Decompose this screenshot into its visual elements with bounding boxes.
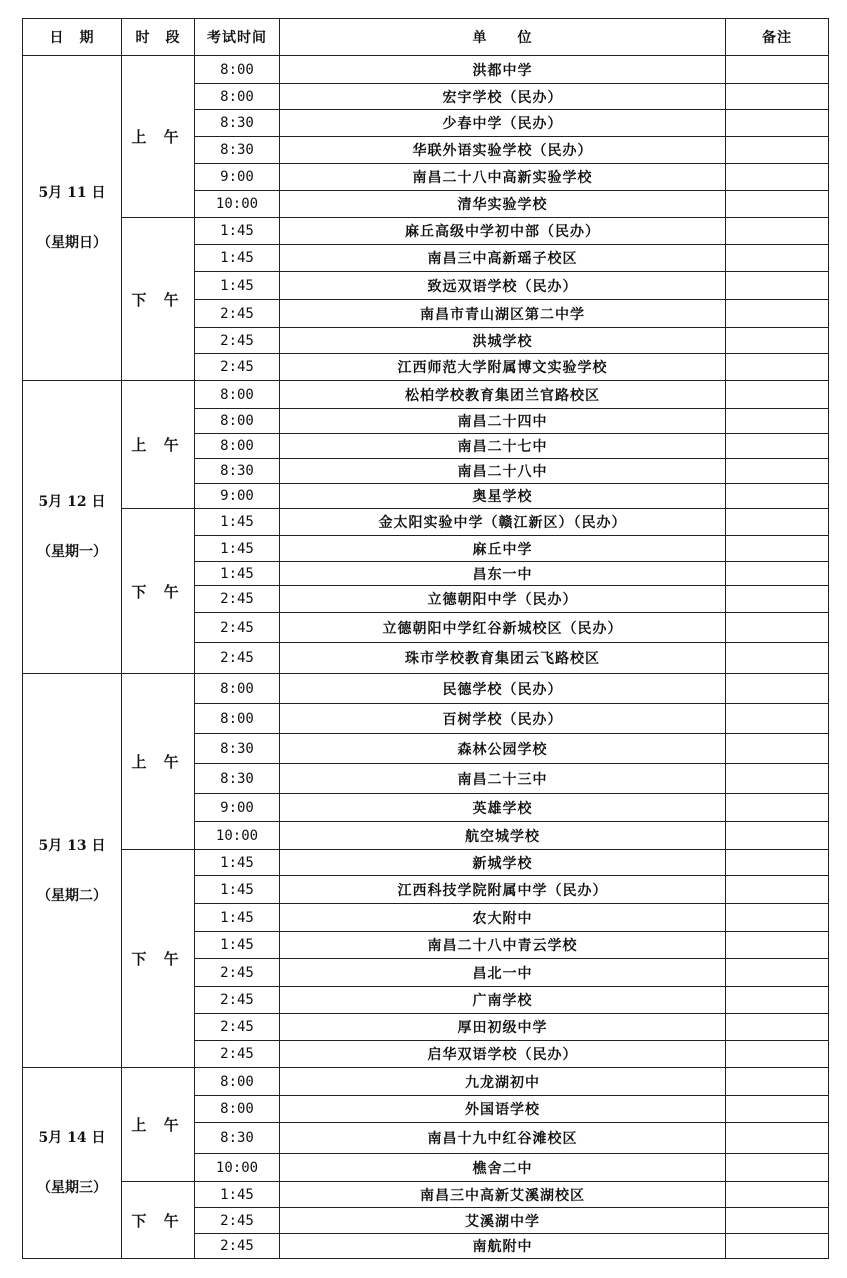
remark-cell xyxy=(726,409,829,434)
date-label: 5月 12 日 xyxy=(38,494,106,510)
exam-time-cell: 8:00 xyxy=(195,704,280,734)
remark-cell xyxy=(726,764,829,794)
exam-time-cell: 8:00 xyxy=(195,1096,280,1123)
exam-time-cell: 2:45 xyxy=(195,1014,280,1041)
unit-cell: 少春中学（民办） xyxy=(280,110,726,137)
remark-cell xyxy=(726,932,829,959)
unit-cell: 麻丘中学 xyxy=(280,536,726,562)
unit-cell: 南昌二十七中 xyxy=(280,434,726,459)
exam-time-cell: 8:30 xyxy=(195,764,280,794)
remark-cell xyxy=(726,536,829,562)
unit-cell: 麻丘高级中学初中部（民办） xyxy=(280,218,726,245)
remark-cell xyxy=(726,354,829,381)
remark-cell xyxy=(726,1123,829,1154)
schedule-body xyxy=(23,56,829,1259)
period-cell: 上 午 xyxy=(122,674,195,850)
exam-time-cell: 1:45 xyxy=(195,509,280,536)
remark-cell xyxy=(726,300,829,328)
unit-cell: 南昌二十八中 xyxy=(280,459,726,484)
unit-cell: 启华双语学校（民办） xyxy=(280,1041,726,1068)
remark-cell xyxy=(726,459,829,484)
unit-cell: 南昌二十八中高新实验学校 xyxy=(280,164,726,191)
period-cell: 下 午 xyxy=(122,509,195,674)
weekday-label: （星期二） xyxy=(37,887,107,904)
exam-time-cell: 8:30 xyxy=(195,137,280,164)
exam-time-cell: 2:45 xyxy=(195,987,280,1014)
header-period: 时 段 xyxy=(122,19,195,56)
period-cell: 上 午 xyxy=(122,56,195,218)
weekday-label: （星期日） xyxy=(37,235,107,251)
unit-cell: 洪城学校 xyxy=(280,328,726,354)
exam-time-cell: 1:45 xyxy=(195,876,280,904)
remark-cell xyxy=(726,904,829,932)
unit-cell: 昌东一中 xyxy=(280,562,726,586)
remark-cell xyxy=(726,110,829,137)
exam-time-cell: 2:45 xyxy=(195,328,280,354)
remark-cell xyxy=(726,1154,829,1182)
exam-time-cell: 1:45 xyxy=(195,218,280,245)
remark-cell xyxy=(726,381,829,409)
exam-time-cell: 1:45 xyxy=(195,536,280,562)
unit-cell: 艾溪湖中学 xyxy=(280,1208,726,1234)
remark-cell xyxy=(726,876,829,904)
header-date: 日 期 xyxy=(23,19,122,56)
period-cell: 下 午 xyxy=(122,218,195,381)
exam-time-cell: 1:45 xyxy=(195,562,280,586)
weekday-label: （星期三） xyxy=(37,1180,107,1196)
remark-cell xyxy=(726,562,829,586)
exam-time-cell: 8:30 xyxy=(195,459,280,484)
exam-time-cell: 2:45 xyxy=(195,1208,280,1234)
header-unit: 单 位 xyxy=(280,19,726,56)
date-cell xyxy=(23,1068,122,1259)
exam-time-cell: 8:00 xyxy=(195,381,280,409)
unit-cell: 航空城学校 xyxy=(280,822,726,850)
unit-cell: 华联外语实验学校（民办） xyxy=(280,137,726,164)
period-cell: 上 午 xyxy=(122,381,195,509)
unit-cell: 新城学校 xyxy=(280,850,726,876)
table-row xyxy=(23,56,829,84)
date-label: 5月 11 日 xyxy=(38,185,106,201)
exam-time-cell: 1:45 xyxy=(195,850,280,876)
table-row xyxy=(23,850,829,876)
exam-time-cell: 2:45 xyxy=(195,300,280,328)
table-row xyxy=(23,674,829,704)
remark-cell xyxy=(726,191,829,218)
remark-cell xyxy=(726,613,829,643)
exam-time-cell: 10:00 xyxy=(195,822,280,850)
unit-cell: 清华实验学校 xyxy=(280,191,726,218)
unit-cell: 英雄学校 xyxy=(280,794,726,822)
unit-cell: 立德朝阳中学（民办） xyxy=(280,586,726,613)
exam-time-cell: 8:00 xyxy=(195,1068,280,1096)
unit-cell: 南昌三中高新瑶子校区 xyxy=(280,245,726,272)
exam-time-cell: 8:00 xyxy=(195,409,280,434)
unit-cell: 南昌市青山湖区第二中学 xyxy=(280,300,726,328)
remark-cell xyxy=(726,643,829,674)
unit-cell: 金太阳实验中学（赣江新区）（民办） xyxy=(280,509,726,536)
exam-time-cell: 1:45 xyxy=(195,272,280,300)
header-exam-time: 考试时间 xyxy=(195,19,280,56)
remark-cell xyxy=(726,509,829,536)
exam-time-cell: 2:45 xyxy=(195,354,280,381)
unit-cell: 厚田初级中学 xyxy=(280,1014,726,1041)
unit-cell: 森林公园学校 xyxy=(280,734,726,764)
remark-cell xyxy=(726,1041,829,1068)
exam-time-cell: 9:00 xyxy=(195,484,280,509)
unit-cell: 致远双语学校（民办） xyxy=(280,272,726,300)
unit-cell: 樵舍二中 xyxy=(280,1154,726,1182)
remark-cell xyxy=(726,794,829,822)
unit-cell: 南昌二十八中青云学校 xyxy=(280,932,726,959)
date-label: 5月 14 日 xyxy=(38,1130,106,1146)
remark-cell xyxy=(726,1234,829,1259)
unit-cell: 南昌三中高新艾溪湖校区 xyxy=(280,1182,726,1208)
unit-cell: 广南学校 xyxy=(280,987,726,1014)
remark-cell xyxy=(726,674,829,704)
date-label: 5月 13 日 xyxy=(38,837,106,854)
unit-cell: 百树学校（民办） xyxy=(280,704,726,734)
header-remark: 备注 xyxy=(726,19,829,56)
exam-time-cell: 8:00 xyxy=(195,84,280,110)
exam-time-cell: 8:30 xyxy=(195,1123,280,1154)
remark-cell xyxy=(726,822,829,850)
table-row xyxy=(23,381,829,409)
exam-time-cell: 1:45 xyxy=(195,904,280,932)
unit-cell: 洪都中学 xyxy=(280,56,726,84)
exam-time-cell: 8:30 xyxy=(195,110,280,137)
unit-cell: 南昌二十三中 xyxy=(280,764,726,794)
remark-cell xyxy=(726,1068,829,1096)
unit-cell: 九龙湖初中 xyxy=(280,1068,726,1096)
exam-time-cell: 2:45 xyxy=(195,1234,280,1259)
unit-cell: 南航附中 xyxy=(280,1234,726,1259)
table-row xyxy=(23,509,829,536)
exam-time-cell: 10:00 xyxy=(195,191,280,218)
table-row xyxy=(23,218,829,245)
unit-cell: 江西师范大学附属博文实验学校 xyxy=(280,354,726,381)
exam-time-cell: 1:45 xyxy=(195,1182,280,1208)
exam-time-cell: 8:00 xyxy=(195,56,280,84)
table-row xyxy=(23,1182,829,1208)
remark-cell xyxy=(726,704,829,734)
unit-cell: 江西科技学院附属中学（民办） xyxy=(280,876,726,904)
exam-time-cell: 8:00 xyxy=(195,434,280,459)
remark-cell xyxy=(726,137,829,164)
exam-time-cell: 9:00 xyxy=(195,164,280,191)
remark-cell xyxy=(726,84,829,110)
period-cell: 上 午 xyxy=(122,1068,195,1182)
unit-cell: 昌北一中 xyxy=(280,959,726,987)
remark-cell xyxy=(726,987,829,1014)
period-cell: 下 午 xyxy=(122,850,195,1068)
date-cell xyxy=(23,381,122,674)
remark-cell xyxy=(726,484,829,509)
remark-cell xyxy=(726,1014,829,1041)
exam-time-cell: 9:00 xyxy=(195,794,280,822)
unit-cell: 珠市学校教育集团云飞路校区 xyxy=(280,643,726,674)
remark-cell xyxy=(726,1208,829,1234)
remark-cell xyxy=(726,1182,829,1208)
unit-cell: 立德朝阳中学红谷新城校区（民办） xyxy=(280,613,726,643)
remark-cell xyxy=(726,164,829,191)
unit-cell: 宏宇学校（民办） xyxy=(280,84,726,110)
remark-cell xyxy=(726,434,829,459)
remark-cell xyxy=(726,734,829,764)
exam-time-cell: 2:45 xyxy=(195,586,280,613)
remark-cell xyxy=(726,586,829,613)
unit-cell: 松柏学校教育集团兰官路校区 xyxy=(280,381,726,409)
weekday-label: （星期一） xyxy=(37,544,107,560)
exam-time-cell: 2:45 xyxy=(195,613,280,643)
remark-cell xyxy=(726,959,829,987)
exam-schedule-table xyxy=(22,18,829,1259)
remark-cell xyxy=(726,272,829,300)
unit-cell: 南昌二十四中 xyxy=(280,409,726,434)
unit-cell: 外国语学校 xyxy=(280,1096,726,1123)
exam-time-cell: 2:45 xyxy=(195,1041,280,1068)
remark-cell xyxy=(726,245,829,272)
remark-cell xyxy=(726,1096,829,1123)
unit-cell: 奥星学校 xyxy=(280,484,726,509)
date-cell xyxy=(23,56,122,381)
unit-cell: 民德学校（民办） xyxy=(280,674,726,704)
remark-cell xyxy=(726,218,829,245)
table-row xyxy=(23,1068,829,1096)
unit-cell: 南昌十九中红谷滩校区 xyxy=(280,1123,726,1154)
exam-time-cell: 8:30 xyxy=(195,734,280,764)
remark-cell xyxy=(726,328,829,354)
remark-cell xyxy=(726,56,829,84)
exam-time-cell: 1:45 xyxy=(195,932,280,959)
exam-time-cell: 2:45 xyxy=(195,643,280,674)
unit-cell: 农大附中 xyxy=(280,904,726,932)
remark-cell xyxy=(726,850,829,876)
exam-time-cell: 2:45 xyxy=(195,959,280,987)
date-cell xyxy=(23,674,122,1068)
period-cell: 下 午 xyxy=(122,1182,195,1259)
header-row xyxy=(23,19,829,56)
exam-time-cell: 10:00 xyxy=(195,1154,280,1182)
exam-time-cell: 8:00 xyxy=(195,674,280,704)
exam-time-cell: 1:45 xyxy=(195,245,280,272)
